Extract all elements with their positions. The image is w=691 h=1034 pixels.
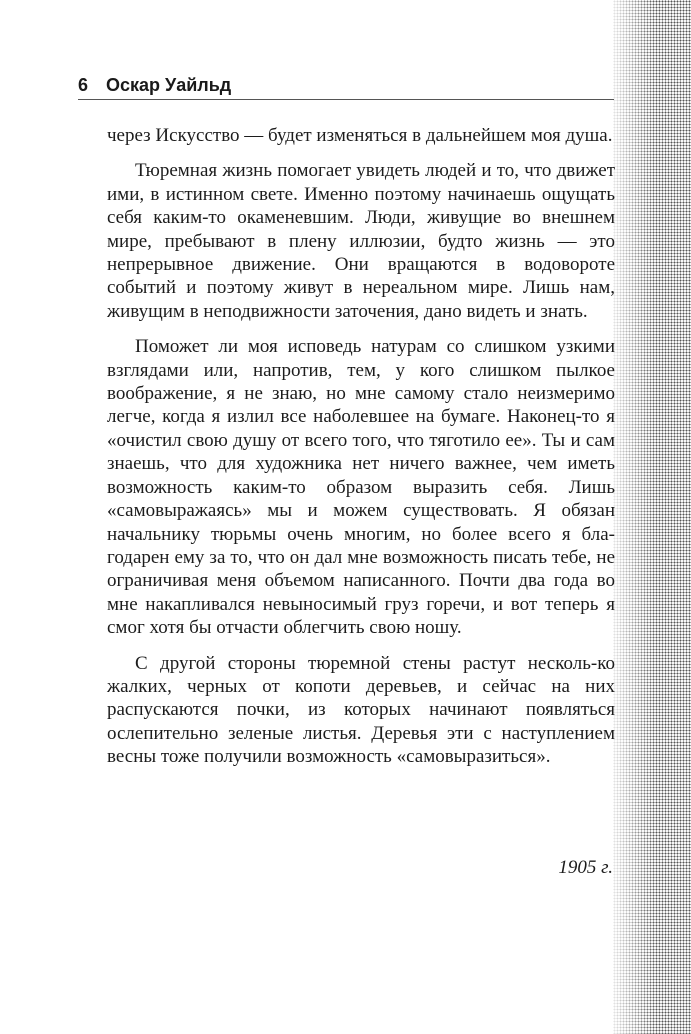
page-number: 6 (78, 75, 89, 95)
paragraph: Тюремная жизнь помогает увидеть людей и то, что движет ими, в истинном свете. Именно поэтому начинаешь ощущать себя каким-то окаменевшим. Люди, живущие во внешнем мире, пребывают в плену иллюзии, будто жизнь — это непрерывное движение. Они вращаются в водовороте событий и поэтому живут в нереальном мире. Лишь нам, живущим в неподвижности заточения, дано видеть и знать. (107, 160, 615, 322)
paragraph: через Искусство — будет изменяться в дальнейшем моя душа. (107, 125, 613, 146)
running-title: Оскар Уайльд (106, 75, 232, 95)
page-edge-halftone (613, 0, 691, 1034)
paragraph: Поможет ли моя исповедь натурам со слишком узкими взглядами или, напротив, тем, у кого слишком пылкое воображение, я не знаю, но мне самому стало неизмеримо легче, когда я излил все наболевшее на бумаге. Наконец-то я «очистил свою душу от всего того, что тяготило ее». Ты и сам знаешь, что для художника нет ничего важнее, чем иметь возможность каким-то образом выразить себя. Лишь «самовыражаясь» мы и можем существовать. Я обязан начальнику тюрьмы очень многим, но более всего я бла-годарен ему за то, что он дал мне возможность писать тебе, не ограничивая меня объемом написанного. Почти два года во мне накапливался невыносимый груз горечи, и вот теперь я смог хотя бы отчасти облегчить свою ношу. (107, 336, 615, 639)
running-header (78, 72, 614, 100)
date-signature: 1905 г. (558, 857, 613, 878)
paragraph: С другой стороны тюремной стены растут несколь-ко жалких, черных от копоти деревьев, и сейчас на них распускаются почки, из которых начинают появляться ослепительно зеленые листья. Деревья эти с наступлением весны тоже получили возможность «самовыразиться». (107, 652, 615, 768)
page-body (107, 124, 615, 781)
